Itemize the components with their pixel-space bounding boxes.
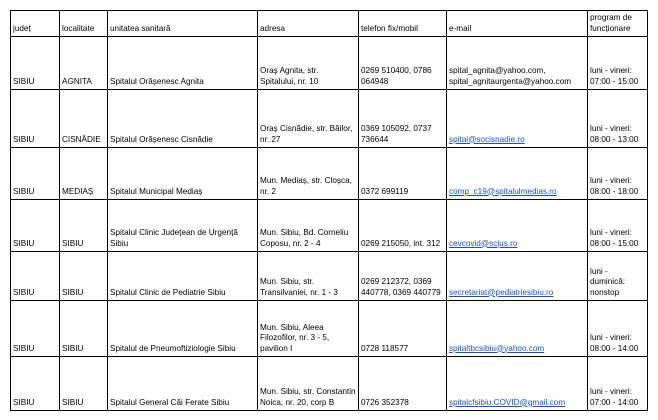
cell-unitate: Spitalul Municipal Mediaș <box>108 148 258 200</box>
cell-unitate: Spitalul Orășenesc Agnita <box>108 37 258 90</box>
table-row <box>11 148 648 200</box>
hospital-table-container <box>10 10 648 411</box>
cell-program: luni - vineri: 08:00 - 14:00 <box>588 301 648 357</box>
table-row <box>11 252 648 301</box>
cell-localitate: CISNĂDIE <box>60 90 108 148</box>
cell-program: luni - vineri: 07:00 - 15:00 <box>588 37 648 90</box>
cell-localitate: SIBIU <box>60 200 108 252</box>
cell-judet: SIBIU <box>11 357 60 411</box>
cell-telefon: 0372 699119 <box>359 148 447 200</box>
cell-judet: SIBIU <box>11 301 60 357</box>
cell-unitate: Spitalul de Pneumoftiziologie Sibiu <box>108 301 258 357</box>
cell-email <box>447 301 588 357</box>
header-email: e-mail <box>447 11 588 37</box>
email-text: spital_agnita@yahoo.com, spital_agnitaurgenta@yahoo.com <box>449 66 572 86</box>
table-row <box>11 37 648 90</box>
header-program: program de funcționare <box>588 11 648 37</box>
cell-localitate: SIBIU <box>60 252 108 301</box>
cell-unitate: Spitalul Clinic de Pediatrie Sibiu <box>108 252 258 301</box>
cell-telefon: 0269 215050, int. 312 <box>359 200 447 252</box>
hospital-table <box>10 10 648 411</box>
cell-email <box>447 357 588 411</box>
cell-unitate: Spitalul General Căi Ferate Sibiu <box>108 357 258 411</box>
cell-unitate: Spitalul Orășenesc Cisnădie <box>108 90 258 148</box>
email-link[interactable]: spitaltbcsibiu@yahoo.com <box>449 343 545 353</box>
cell-telefon: 0269 212372, 0369 440778, 0369 440779 <box>359 252 447 301</box>
cell-localitate: AGNITA <box>60 37 108 90</box>
table-row <box>11 357 648 411</box>
cell-program: luni - vineri: 07:00 - 14:00 <box>588 357 648 411</box>
cell-judet: SIBIU <box>11 37 60 90</box>
cell-program: luni - vineri: 08:00 - 18:00 <box>588 148 648 200</box>
cell-program: luni - vineri: 08:00 - 13:00 <box>588 90 648 148</box>
cell-email <box>447 148 588 200</box>
cell-adresa: Oraș Agnita, str. Spitalului, nr. 10 <box>258 37 359 90</box>
cell-adresa: Oraș Cisnădie, str. Băilor, nr. 27 <box>258 90 359 148</box>
cell-email <box>447 252 588 301</box>
cell-adresa: Mun. Mediaș, str. Cloșca, nr. 2 <box>258 148 359 200</box>
table-row <box>11 90 648 148</box>
email-link[interactable]: spital@socisnadie.ro <box>449 134 525 144</box>
header-judet: județ <box>11 11 60 37</box>
cell-judet: SIBIU <box>11 200 60 252</box>
cell-email <box>447 37 588 90</box>
table-row <box>11 200 648 252</box>
cell-localitate: SIBIU <box>60 357 108 411</box>
cell-email <box>447 200 588 252</box>
cell-judet: SIBIU <box>11 148 60 200</box>
cell-telefon: 0369 105092, 0737 736644 <box>359 90 447 148</box>
cell-judet: SIBIU <box>11 252 60 301</box>
cell-adresa: Mun. Sibiu, Bd. Corneliu Coposu, nr. 2 - 4 <box>258 200 359 252</box>
cell-localitate: MEDIAȘ <box>60 148 108 200</box>
cell-localitate: SIBIU <box>60 301 108 357</box>
email-link[interactable]: comp_c19@spitalulmedias.ro <box>449 186 557 196</box>
header-localitate: localitate <box>60 11 108 37</box>
table-row <box>11 301 648 357</box>
cell-telefon: 0269 510400, 0786 064948 <box>359 37 447 90</box>
cell-adresa: Mun. Sibiu, Aleea Filozofilor, nr. 3 - 5, pavilion I <box>258 301 359 357</box>
cell-judet: SIBIU <box>11 90 60 148</box>
email-link[interactable]: cevcovid@scjus.ro <box>449 238 518 248</box>
cell-telefon: 0728 118577 <box>359 301 447 357</box>
header-adresa: adresa <box>258 11 359 37</box>
cell-adresa: Mun. Sibiu, str. Constantin Noica, nr. 20, corp B <box>258 357 359 411</box>
email-link[interactable]: spitalcfsibiu.COVID@gmail.com <box>449 397 566 407</box>
header-telefon: telefon fix/mobil <box>359 11 447 37</box>
cell-program: luni - duminică: nonstop <box>588 252 648 301</box>
cell-program: luni - vineri: 08:00 - 15:00 <box>588 200 648 252</box>
cell-email <box>447 90 588 148</box>
table-header-row <box>11 11 648 37</box>
cell-unitate: Spitalul Clinic Județean de Urgență Sibiu <box>108 200 258 252</box>
header-unitate: unitatea sanitară <box>108 11 258 37</box>
cell-adresa: Mun. Sibiu, str. Transilvaniei, nr. 1 - 3 <box>258 252 359 301</box>
email-link[interactable]: secretariat@pediatriesibiu.ro <box>449 287 554 297</box>
cell-telefon: 0726 352378 <box>359 357 447 411</box>
